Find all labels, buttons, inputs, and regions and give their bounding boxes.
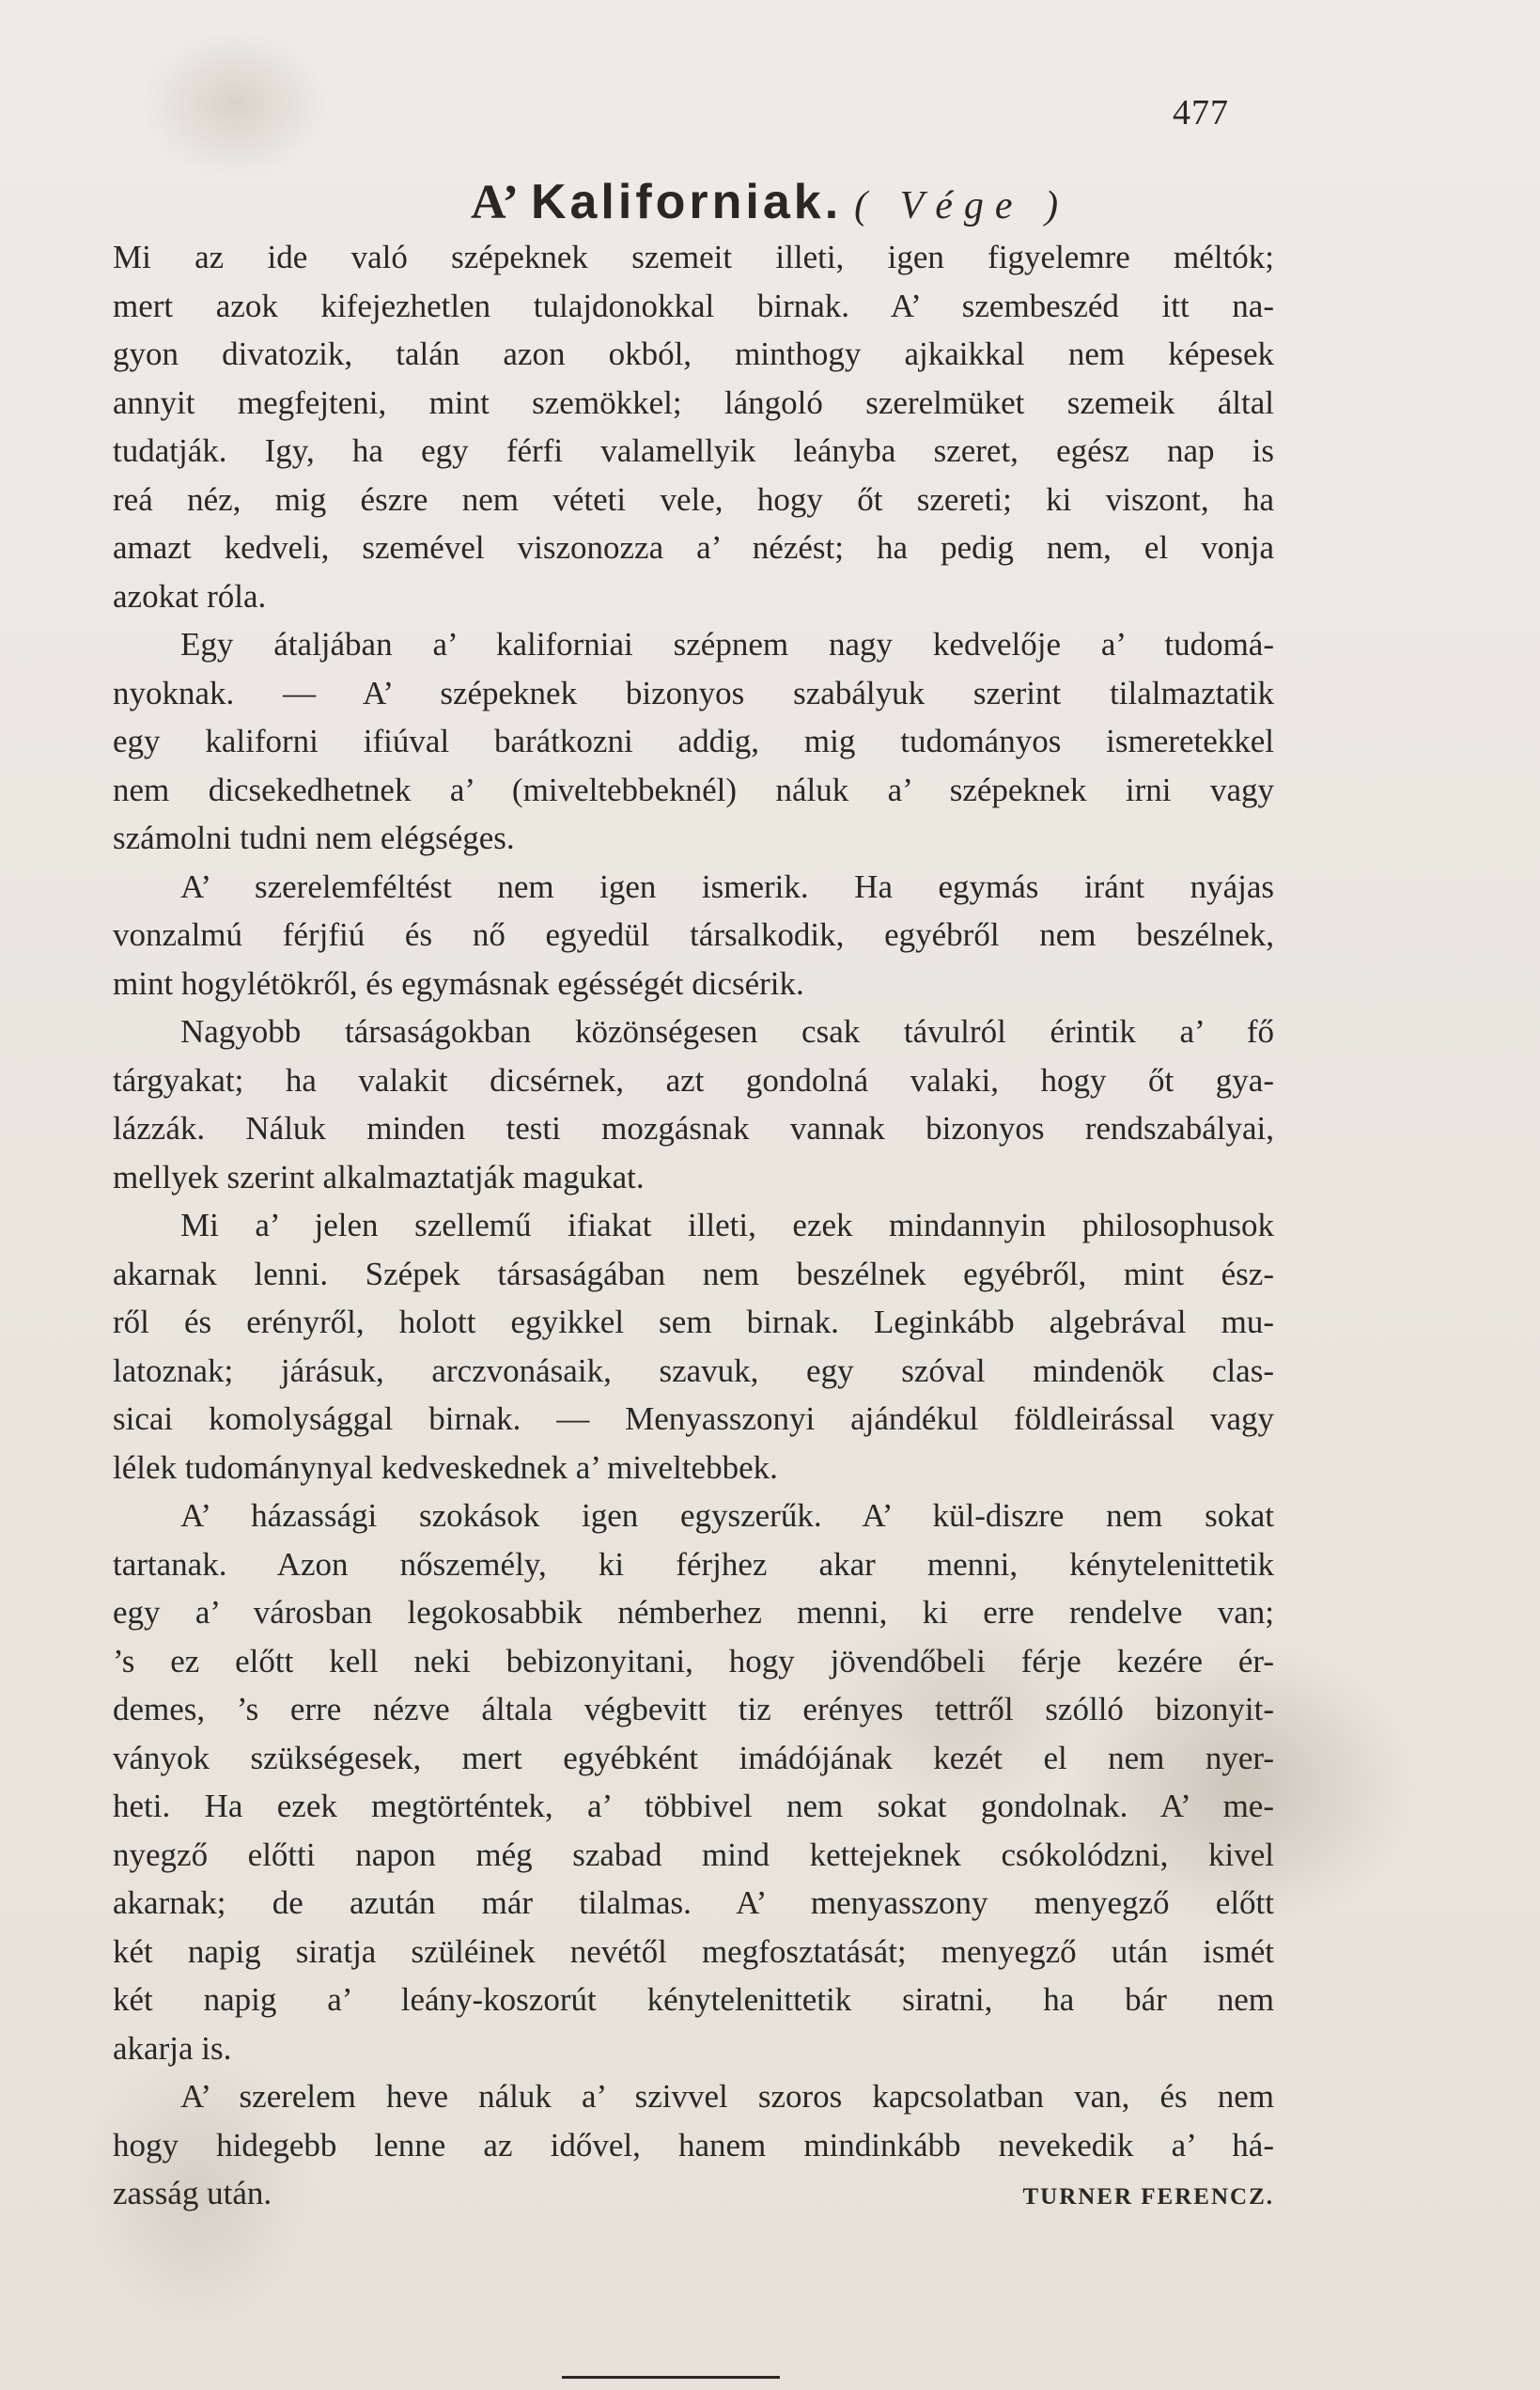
text-line: gyon divatozik, talán azon okból, minthogy ajkaikkal nem képesek — [113, 336, 1274, 372]
closing-rule — [562, 2376, 780, 2379]
text-line: latoznak; járásuk, arczvonásaik, szavuk, egy szóval mindenök clas- — [113, 1351, 1274, 1389]
text-line: nyoknak. — A’ szépeknek bizonyos szabályuk szerint tilalmaztatik — [113, 674, 1274, 711]
text-line: hogy hidegebb lenne az idővel, hanem mindinkább nevekedik a’ há- — [113, 2126, 1274, 2163]
text-line: egy a’ városban legokosabbik némberhez menni, ki erre rendelve van; — [113, 1594, 1274, 1631]
text-line: mint hogylétökről, és egymásnak egésségét dicsérik. — [113, 964, 804, 1002]
text-line: két napig a’ leány-koszorút kénytelenittetik siratni, ha bár nem — [113, 1981, 1274, 2018]
article-title — [0, 169, 1540, 239]
text-line: lélek tudománynyal kedveskednek a’ miveltebbek. — [113, 1448, 778, 1486]
text-line: nyegző előtti napon még szabad mind kettejeknek csókolódzni, kivel — [113, 1835, 1274, 1873]
text-line: A’ szerelemféltést nem igen ismerik. Ha egymás iránt nyájas — [180, 867, 1274, 905]
text-line: Nagyobb társaságokban közönségesen csak távulról érintik a’ fő — [180, 1013, 1274, 1050]
text-line: ványok szükségesek, mert egyébként imádójának kezét el nem nyer- — [113, 1739, 1274, 1776]
text-line: ről és erényről, holott egyikkel sem birnak. Leginkább algebrával mu- — [113, 1304, 1274, 1340]
text-line: A’ szerelem heve náluk a’ szivvel szoros kapcsolatban van, és nem — [180, 2078, 1274, 2115]
text-line: egy kaliforni ifiúval barátkozni addig, mig tudományos ismeretekkel — [113, 723, 1274, 759]
text-line: Mi az ide való szépeknek szemeit illeti, igen figyelemre méltók; — [113, 239, 1274, 275]
text-line: amazt kedveli, szemével viszonozza a’ nézést; ha pedig nem, el vonja — [113, 529, 1274, 566]
text-line: sicai komolysággal birnak. — Menyasszonyi ajándékul földleirással vagy — [113, 1400, 1274, 1437]
paragraph — [113, 233, 1274, 620]
title-subtitle: ( Vége ) — [854, 184, 1070, 227]
text-line: tudatják. Igy, ha egy férfi valamellyik leányba szeret, egész nap is — [113, 432, 1274, 469]
text-line: reá néz, mig észre nem véteti vele, hogy őt szereti; ki viszont, ha — [113, 480, 1274, 518]
text-line: demes, ’s erre nézve általa végbevitt tiz erényes tettről szólló bizonyit- — [113, 1691, 1274, 1727]
text-line: mellyek szerint alkalmaztatják magukat. — [113, 1158, 645, 1195]
text-line: ’s ez előtt kell neki bebizonyitani, hogy jövendőbeli férje kezére ér- — [113, 1642, 1274, 1679]
paragraph — [113, 2072, 1274, 2218]
title-main: Kaliforniak. — [530, 175, 843, 229]
paragraph — [113, 1008, 1274, 1201]
text-line: tartanak. Azon nőszemély, ki férjhez akar menni, kénytelenittetik — [113, 1545, 1274, 1583]
text-line: akarnak lenni. Szépek társaságában nem beszélnek egyébről, mint ész- — [113, 1255, 1274, 1292]
paragraph — [113, 620, 1274, 863]
text-line: tárgyakat; ha valakit dicsérnek, azt gondolná valaki, hogy őt gya- — [113, 1061, 1274, 1099]
text-line: Egy átaljában a’ kaliforniai szépnem nagy kedvelője a’ tudomá- — [180, 626, 1274, 663]
author-signature: TURNER FERENCZ. — [1022, 2184, 1274, 2210]
page-number: 477 — [1173, 93, 1229, 133]
text-line: számolni tudni nem elégséges. — [113, 820, 515, 856]
paragraph — [113, 1492, 1274, 2072]
paragraph — [113, 1201, 1274, 1492]
text-line: A’ házassági szokások igen egyszerűk. A’ kül-diszre nem sokat — [180, 1497, 1274, 1534]
text-line: annyit megfejteni, mint szemökkel; lángoló szerelmüket szemeik által — [113, 383, 1274, 421]
text-line: azokat róla. — [113, 577, 267, 615]
paragraph-list — [113, 233, 1274, 2218]
title-quote: A’ — [470, 176, 519, 229]
text-line: vonzalmú férjfiú és nő egyedül társalkodik, egyébről nem beszélnek, — [113, 916, 1274, 953]
text-line: két napig siratja szüléinek nevétől megfosztatását; menyegző után ismét — [113, 1932, 1274, 1970]
article-body — [113, 233, 1274, 2218]
paragraph — [113, 863, 1274, 1008]
text-line: akarnak; de azután már tilalmas. A’ menyasszony menyegző előtt — [113, 1884, 1274, 1921]
text-line: heti. Ha ezek megtörténtek, a’ többivel nem sokat gondolnak. A’ me- — [113, 1788, 1274, 1824]
text-line: Mi a’ jelen szellemű ifiakat illeti, ezek mindannyin philosophusok — [180, 1207, 1274, 1243]
text-line: akarja is. — [113, 2029, 232, 2067]
text-line: nem dicsekedhetnek a’ (miveltebbeknél) náluk a’ szépeknek irni vagy — [113, 771, 1274, 808]
text-line: mert azok kifejezhetlen tulajdonokkal birnak. A’ szembeszéd itt na- — [113, 287, 1274, 324]
text-line: lázzák. Náluk minden testi mozgásnak vannak bizonyos rendszabályai, — [113, 1110, 1274, 1147]
text-line: zasság után. TURNER FERENCZ. — [113, 2169, 1274, 2218]
